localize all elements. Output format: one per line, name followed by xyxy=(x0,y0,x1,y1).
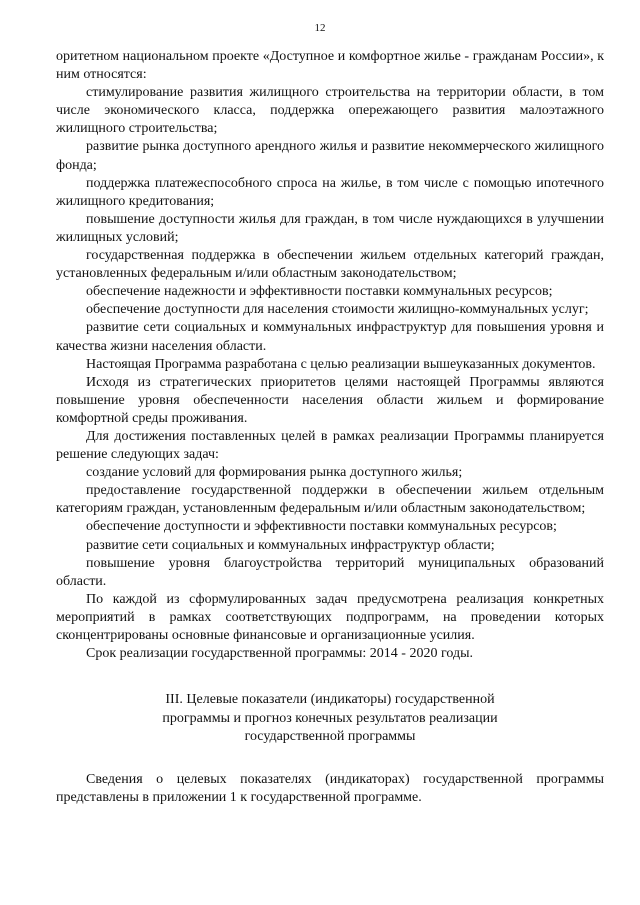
list-item: стимулирование развития жилищного строительства на территории области, в том числе экономического класса, поддержка опережающего развития малоэтажного жилищного строительства; xyxy=(56,85,604,137)
body-paragraph: Срок реализации государственной программы: 2014 - 2020 годы. xyxy=(86,646,473,662)
list-item: обеспечение доступности и эффективности поставки коммунальных ресурсов; xyxy=(86,519,557,535)
list-item: поддержка платежеспособного спроса на жилье, в том числе с помощью ипотечного жилищного кредитования; xyxy=(56,175,604,209)
section-title-line: программы и прогноз конечных результатов реализации xyxy=(162,710,498,726)
list-item: создание условий для формирования рынка доступного жилья; xyxy=(86,465,463,481)
body-paragraph: Исходя из стратегических приоритетов целями настоящей Программы являются повышение уровня обеспеченности населения области жильем и формирование комфортной среды проживания. xyxy=(56,374,604,426)
list-item: обеспечение доступности для населения стоимости жилищно-коммунальных услуг; xyxy=(86,302,589,318)
list-item: развитие сети социальных и коммунальных инфраструктур для повышения уровня и качества жизни населения области. xyxy=(56,320,604,354)
list-item: развитие сети социальных и коммунальных инфраструктур области; xyxy=(86,537,495,553)
list-item: развитие рынка доступного арендного жилья и развитие некоммерческого жилищного фонда; xyxy=(56,139,604,173)
page-number: 12 xyxy=(314,22,326,34)
section-title-line: III. Целевые показатели (индикаторы) государственной xyxy=(165,692,495,708)
list-item: повышение уровня благоустройства территорий муниципальных образований области. xyxy=(56,555,604,589)
list-item: обеспечение надежности и эффективности поставки коммунальных ресурсов; xyxy=(86,284,553,300)
section-paragraph: Сведения о целевых показателях (индикаторах) государственной программы представлены в приложении 1 к государственной программе. xyxy=(56,771,604,805)
body-paragraph: Настоящая Программа разработана с целью реализации вышеуказанных документов. xyxy=(86,356,596,372)
body-paragraph: Для достижения поставленных целей в рамках реализации Программы планируется решение следующих задач: xyxy=(56,428,604,463)
section-title xyxy=(56,691,604,747)
section-title-line: государственной программы xyxy=(244,729,416,745)
body-paragraph: оритетном национальном проекте «Доступное и комфортное жилье - гражданам России», к ним относятся: xyxy=(56,49,604,83)
list-item: повышение доступности жилья для граждан, в том числе нуждающихся в улучшении жилищных условий; xyxy=(56,211,604,245)
body-paragraph: По каждой из сформулированных задач предусмотрена реализация конкретных мероприятий в рамках соответствующих подпрограмм, на проведении которых сконцентрированы основные финансовые и организационные усилия. xyxy=(56,591,604,643)
document-body xyxy=(56,48,604,807)
list-item: государственная поддержка в обеспечении жильем отдельных категорий граждан, установленных федеральным и/или областным законодательством; xyxy=(56,248,604,282)
list-item: предоставление государственной поддержки в обеспечении жильем отдельным категориям граждан, установленным федеральным и/или областным законодательством; xyxy=(56,483,604,517)
